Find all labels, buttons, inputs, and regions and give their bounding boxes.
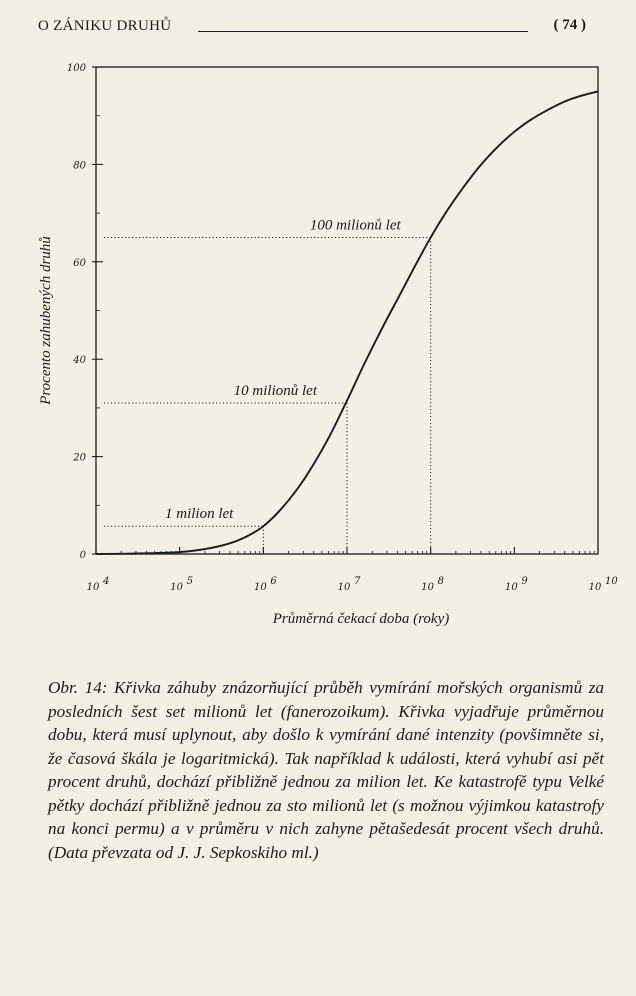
page-number: ( 74 ) <box>553 17 586 33</box>
x-tick-label: 10 <box>86 582 100 593</box>
x-tick-exponent: 9 <box>521 576 528 587</box>
extinction-curve-chart <box>0 40 636 640</box>
header-rule <box>198 31 528 32</box>
y-tick-label: 80 <box>73 160 86 172</box>
x-tick-label: 10 <box>588 582 602 593</box>
y-tick-label: 100 <box>66 63 86 74</box>
x-axis-title: Průměrná čekací doba (roky) <box>272 611 450 627</box>
x-tick-label: 10 <box>253 582 267 593</box>
y-tick-label: 0 <box>79 550 86 561</box>
x-tick-label: 10 <box>170 582 184 593</box>
x-tick-label: 10 <box>421 582 435 593</box>
x-tick-exponent: 7 <box>354 576 361 587</box>
x-tick-exponent: 6 <box>270 576 277 587</box>
chapter-title: O ZÁNIKU DRUHŮ <box>38 18 172 34</box>
x-tick-exponent: 5 <box>186 576 194 587</box>
y-tick-label: 60 <box>73 257 86 269</box>
y-axis-title: Procento zahubených druhů <box>38 236 54 405</box>
annotation-label: 100 milionů let <box>309 217 401 234</box>
y-tick-label: 20 <box>73 452 86 464</box>
annotation-label: 1 milion let <box>165 506 234 523</box>
figure-caption: Obr. 14: Křivka záhuby znázorňující průběh vymírání mořských organismů za posledních šest set milionů let (fanerozoikum). Křivka vyjadřuje průměrnou dobu, která musí uplynout, aby došlo k vymírání dané intenzity (povšimněte si, že časová škála je logaritmická). Tak například k události, která vyhubí asi pět procent druhů, dochází přibližně jednou za milion let. Ke katastrofě typu Velké pětky dochází přibližně jednou za sto milionů let (s možnou výjimkou katastrofy na konci permu) a v průměru v nich zahyne pětašedesát procent všech druhů. (Data převzata od J. J. Sepkoskiho ml.) <box>48 678 604 862</box>
x-tick-exponent: 10 <box>605 576 618 587</box>
y-tick-label: 40 <box>73 355 86 367</box>
x-tick-exponent: 8 <box>437 576 445 587</box>
x-tick-label: 10 <box>504 582 518 593</box>
x-tick-exponent: 4 <box>103 576 110 587</box>
page-header <box>38 14 586 38</box>
annotation-label: 10 milionů let <box>233 383 317 400</box>
x-tick-label: 10 <box>337 582 351 593</box>
